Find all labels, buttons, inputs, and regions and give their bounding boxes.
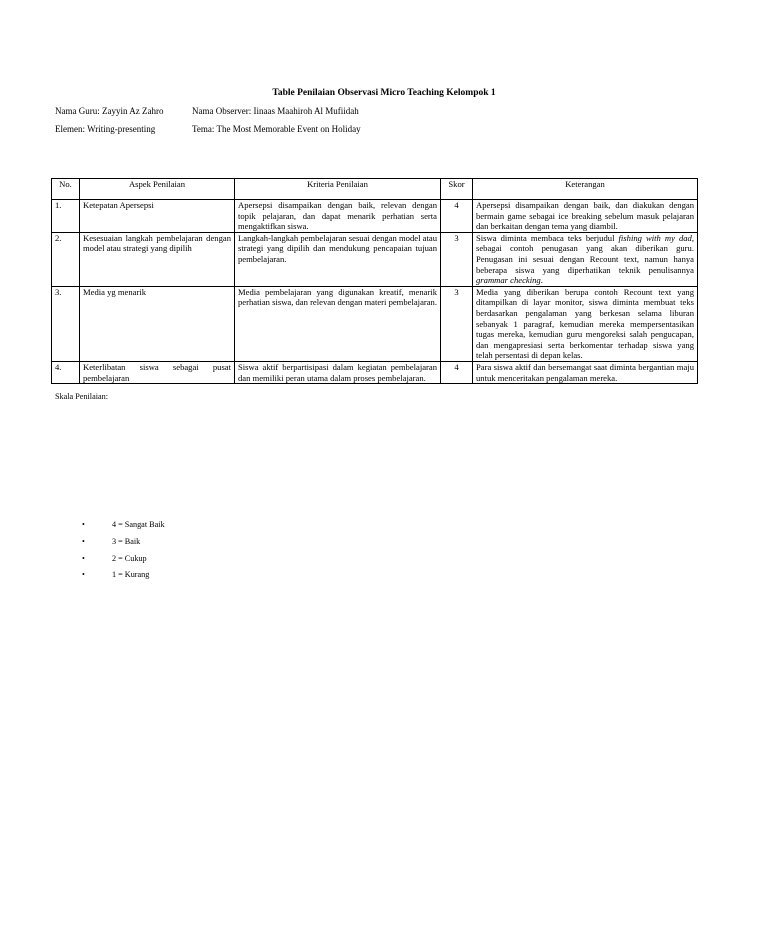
row-notes: Media yang diberikan berupa contoh Recount text yang ditampilkan di layar monitor, siswa diminta membuat teks berdasarkan pengalaman yang berkesan selama liburan sebanyak 1 paragraf, kemudian mereka mempersentasikan tugas mereka, kemudian guru mengoreksi salah pengucapan, dan mengapresiasi serta berkomentar terhadap siswa yang telah persentasi di depan kelas. (473, 286, 698, 361)
header-notes: Keterangan (473, 179, 698, 200)
row-score: 3 (441, 232, 473, 286)
scale-label: Skala Penilaian: (55, 392, 108, 401)
row-aspect: Keterlibatan siswa sebagai pusat pembelajaran (80, 361, 235, 383)
notes-italic-term: grammar checking (476, 275, 541, 286)
scale-item-label: 4 = Sangat Baik (112, 520, 165, 529)
page-title: Table Penilaian Observasi Micro Teaching Kelompok 1 (272, 88, 496, 98)
row-criteria: Apersepsi disampaikan dengan baik, relevan dengan topik pelajaran, dan dapat menarik perhatian serta mengaktifkan siswa. (235, 200, 441, 233)
row-criteria: Media pembelajaran yang digunakan kreatif, menarik perhatian siswa, dan relevan dengan materi pembelajaran. (235, 286, 441, 361)
row-aspect: Ketepatan Apersepsi (80, 200, 235, 233)
table-row (52, 286, 698, 361)
row-number: 3. (52, 286, 80, 361)
table-row (52, 200, 698, 233)
row-number: 4. (52, 361, 80, 383)
table-row (52, 232, 698, 286)
theme-label: Tema: The Most Memorable Event on Holiday (192, 124, 361, 134)
row-score: 4 (441, 200, 473, 233)
bullet-icon: • (82, 520, 85, 529)
notes-text: Siswa diminta membaca teks berjudul (476, 232, 619, 243)
row-criteria: Langkah-langkah pembelajaran sesuai dengan model atau strategi yang dipilih dan mendukung pencapaian tujuan pembelajaran. (235, 232, 441, 286)
scale-item-label: 1 = Kurang (112, 570, 150, 580)
list-item (80, 570, 165, 587)
bullet-icon: • (82, 553, 85, 563)
teacher-name: Nama Guru: Zayyin Az Zahro (55, 106, 164, 116)
row-notes: Apersepsi disampaikan dengan baik, dan diakukan dengan bermain game sebagai ice breaking sebelum masuk pelajaran dan berkaitan dengan tema yang diambil. (473, 200, 698, 233)
notes-text: . (540, 275, 543, 286)
row-score: 3 (441, 286, 473, 361)
assessment-table (51, 178, 698, 384)
row-criteria: Siswa aktif berpartisipasi dalam kegiatan pembelajaran dan memiliki peran utama dalam proses pembelajaran. (235, 361, 441, 383)
list-item (80, 537, 165, 554)
row-number: 2. (52, 232, 80, 286)
row-notes: Para siswa aktif dan bersemangat saat diminta bergantian maju untuk menceritakan pengalaman mereka. (473, 361, 698, 383)
list-item (80, 554, 165, 571)
row-score: 4 (441, 361, 473, 383)
table-row (52, 361, 698, 383)
notes-italic-title: fishing with my dad (618, 232, 692, 243)
row-aspect: Media yg menarik (80, 286, 235, 361)
observer-name: Nama Observer: Iinaas Maahiroh Al Mufiidah (192, 106, 359, 116)
list-item (80, 520, 165, 537)
table-header-row (52, 179, 698, 200)
row-number: 1. (52, 200, 80, 233)
notes-text: , sebagai contoh penugasan yang akan diberikan guru. Penugasan ini sesuai dengan Recount text, namun hanya beberapa siswa yang diperhatikan teknik penulisannya (476, 232, 694, 275)
scale-item-label: 3 = Baik (112, 536, 141, 546)
scale-list (80, 520, 165, 587)
bullet-icon: • (82, 536, 85, 546)
row-notes (473, 232, 698, 286)
header-aspect: Aspek Penilaian (80, 179, 235, 200)
bullet-icon: • (82, 570, 85, 580)
element-label: Elemen: Writing-presenting (55, 124, 156, 134)
scale-item-label: 2 = Cukup (112, 553, 147, 563)
header-criteria: Kriteria Penilaian (235, 179, 441, 200)
header-score: Skor (441, 179, 473, 200)
header-no: No. (52, 179, 80, 200)
row-aspect: Kesesuaian langkah pembelajaran dengan model atau strategi yang dipilih (80, 232, 235, 286)
